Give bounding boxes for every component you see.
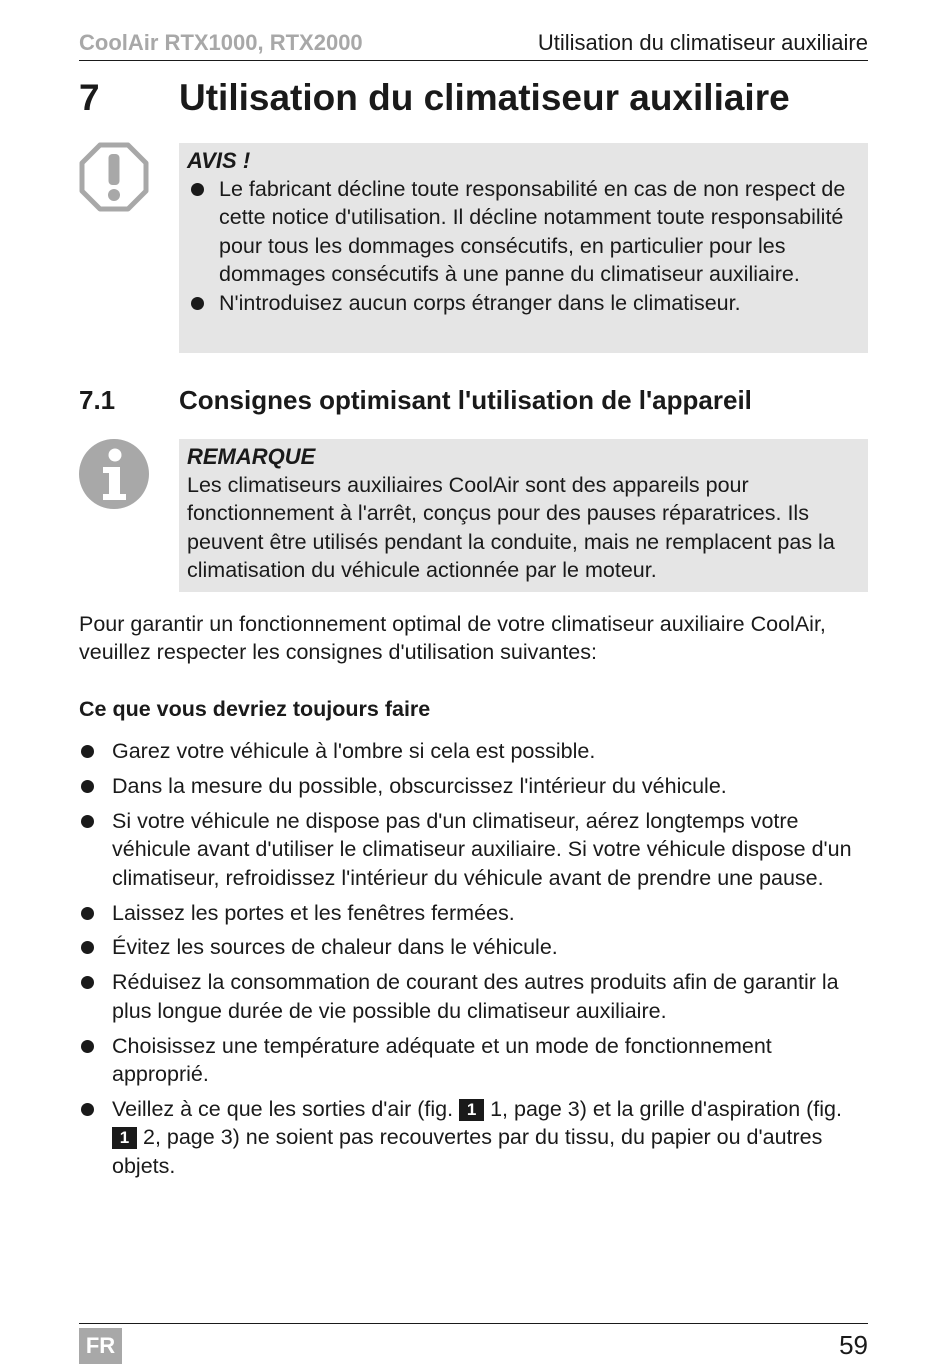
list-item: Choisissez une température adéquate et un mode de fonctionnement approprié. [79,1032,868,1089]
notice-item: Le fabricant décline toute responsabilité en cas de non respect de cette notice d'utilisation. Il décline notamment toute responsabilité pour tous les dommages consécutifs, en particulier pour les dommages consécutifs à une panne du climatiseur auxiliaire. [187,175,860,289]
list-item: Évitez les sources de chaleur dans le véhicule. [79,933,868,961]
header-section-title: Utilisation du climatiseur auxiliaire [537,30,868,55]
list-item-text: 2, page 3) ne soient pas recouvertes par du tissu, du papier ou d'autres objets. [112,1125,823,1178]
header-product-name: CoolAir RTX1000, RTX2000 [79,30,363,55]
page-number: 59 [839,1330,868,1360]
list-subheading: Ce que vous devriez toujours faire [79,697,431,721]
list-item-figure-reference [79,1095,868,1180]
figure-reference-badge: 1 [112,1127,137,1149]
list-item-text: 1, page 3) et la grille d'aspiration (fig. [490,1096,842,1121]
chapter-title: Utilisation du climatiseur auxiliaire [179,77,790,118]
list-item: Si votre véhicule ne dispose pas d'un climatiseur, aérez longtemps votre véhicule avant d'utiliser le climatiseur auxiliaire. Si votre véhicule dispose d'un climatiseur, refroidissez l'intérieur du véhicule avant de prendre une pause. [79,807,868,892]
list-item-text: Veillez à ce que les sorties d'air (fig. [112,1096,454,1121]
list-item: Dans la mesure du possible, obscurcissez l'intérieur du véhicule. [79,772,868,800]
remark-box [179,439,868,592]
section-title: Consignes optimisant l'utilisation de l'appareil [179,385,752,415]
figure-reference-badge: 1 [459,1099,484,1121]
notice-box [179,143,868,353]
warning-octagon-icon [79,142,149,212]
notice-item: N'introduisez aucun corps étranger dans le climatiseur. [187,289,860,317]
list-item: Réduisez la consommation de courant des autres produits afin de garantir la plus longue durée de vie possible du climatiseur auxiliaire. [79,968,868,1025]
running-header [79,30,868,61]
info-icon [79,439,149,509]
list-item: Laissez les portes et les fenêtres fermées. [79,899,868,927]
intro-paragraph: Pour garantir un fonctionnement optimal de votre climatiseur auxiliaire CoolAir, veuillez respecter les consignes d'utilisation suivantes: [79,612,826,665]
remark-title: REMARQUE [187,444,316,469]
notice-list [187,175,860,317]
section-number: 7.1 [79,385,116,415]
remark-text: Les climatiseurs auxiliaires CoolAir sont des appareils pour fonctionnement à l'arrêt, conçus pour des pauses réparatrices. Ils peuvent être utilisés pendant la conduite, mais ne remplacent pas la climatisation du véhicule actionnée par le moteur. [187,473,835,583]
chapter-number: 7 [79,77,100,118]
recommendations-list [79,737,868,1187]
list-item: Garez votre véhicule à l'ombre si cela est possible. [79,737,868,765]
running-footer [79,1323,868,1364]
notice-title: AVIS ! [187,148,251,173]
language-tab: FR [79,1328,122,1364]
